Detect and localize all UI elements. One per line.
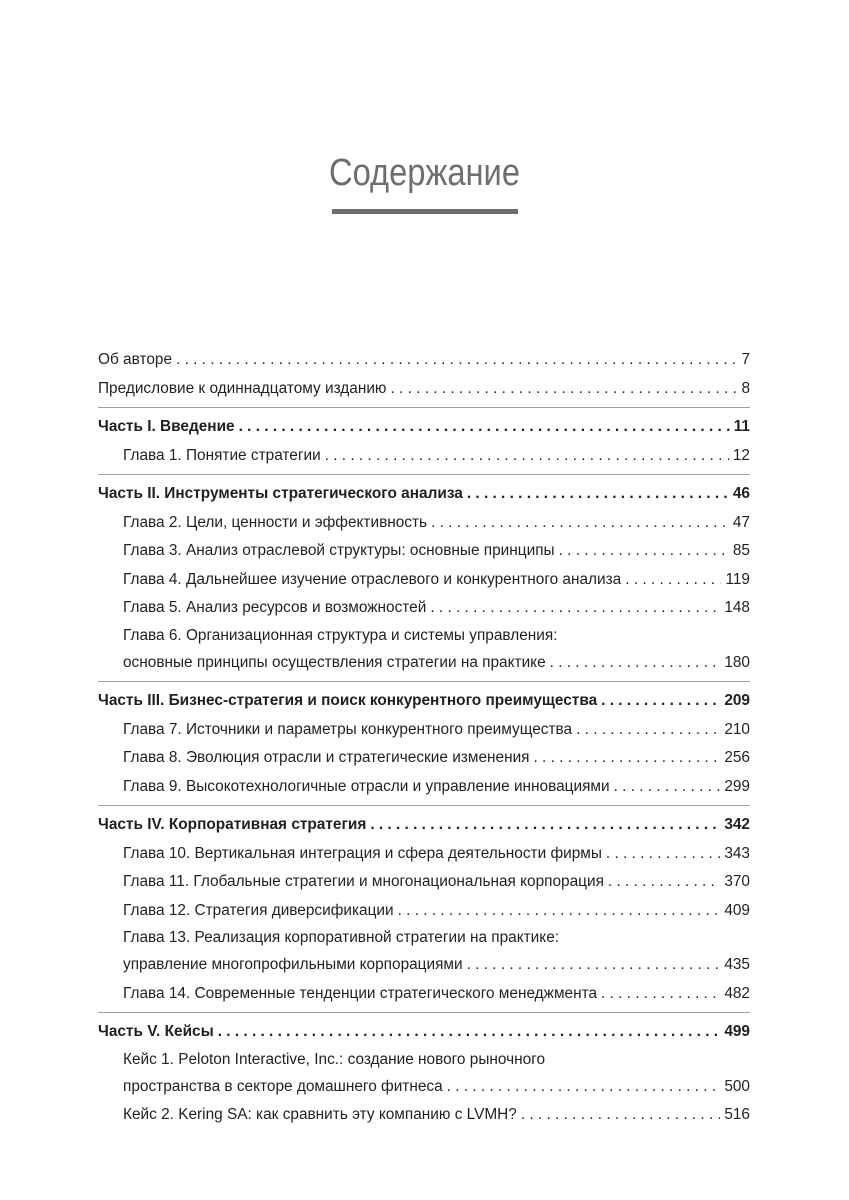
leader-dots bbox=[601, 687, 720, 716]
toc-chapter-label: Кейс 2. Kering SA: как сравнить эту компанию с LVMH? bbox=[123, 1106, 517, 1123]
leader-dots bbox=[534, 744, 721, 773]
toc-chapter-page: 343 bbox=[724, 844, 750, 862]
leader-dots bbox=[370, 811, 720, 840]
toc-chapter-7[interactable] bbox=[98, 716, 750, 745]
toc-chapter-label: основные принципы осуществления стратегии на практике bbox=[123, 653, 546, 671]
toc-chapter-page: 85 bbox=[732, 542, 750, 559]
toc-part-4[interactable] bbox=[98, 811, 750, 840]
toc-chapter-label: управление многопрофильными корпорациями bbox=[123, 956, 463, 973]
toc-chapter-page: 500 bbox=[724, 1077, 750, 1095]
toc-entry-about-author[interactable] bbox=[98, 346, 750, 375]
leader-dots bbox=[601, 980, 720, 1009]
toc-chapter-page: 409 bbox=[724, 901, 750, 919]
toc-part-3[interactable] bbox=[98, 687, 750, 716]
section-divider bbox=[98, 474, 750, 475]
leader-dots bbox=[614, 773, 721, 802]
leader-dots bbox=[447, 1073, 721, 1102]
toc-chapter-label: пространства в секторе домашнего фитнеса bbox=[123, 1077, 443, 1095]
toc-case-1[interactable] bbox=[98, 1047, 750, 1102]
toc-entry-page: 7 bbox=[741, 351, 750, 368]
toc-part-page: 499 bbox=[724, 1023, 750, 1040]
toc-chapter-label: Глава 7. Источники и параметры конкурентного преимущества bbox=[123, 720, 573, 738]
leader-dots bbox=[608, 868, 720, 897]
toc-chapter-6[interactable] bbox=[98, 623, 750, 678]
leader-dots bbox=[430, 594, 720, 623]
table-of-contents bbox=[98, 346, 750, 1130]
toc-chapter-label-line1: Глава 6. Организационная структура и системы управления: bbox=[123, 626, 558, 644]
leader-dots bbox=[467, 951, 721, 980]
toc-chapter-page: 482 bbox=[724, 984, 750, 1002]
toc-chapter-12[interactable] bbox=[98, 897, 750, 926]
leader-dots bbox=[576, 716, 720, 745]
toc-part-1[interactable] bbox=[98, 413, 750, 442]
toc-chapter-label: Глава 8. Эволюция отрасли и стратегические изменения bbox=[123, 749, 530, 766]
toc-chapter-label: Глава 1. Понятие стратегии bbox=[123, 446, 321, 464]
leader-dots bbox=[176, 346, 737, 375]
toc-chapter-page: 210 bbox=[724, 720, 750, 738]
page-title: Содержание bbox=[328, 152, 521, 194]
toc-part-page: 209 bbox=[724, 692, 750, 709]
leader-dots bbox=[550, 649, 721, 678]
section-divider bbox=[98, 1012, 750, 1013]
leader-dots bbox=[559, 537, 729, 566]
toc-chapter-page: 435 bbox=[724, 956, 750, 973]
toc-chapter-label: Глава 12. Стратегия диверсификации bbox=[123, 901, 394, 919]
toc-chapter-label: Глава 4. Дальнейшее изучение отраслевого и конкурентного анализа bbox=[123, 570, 622, 588]
toc-entry-page: 8 bbox=[741, 379, 750, 397]
toc-chapter-9[interactable] bbox=[98, 773, 750, 802]
leader-dots bbox=[606, 840, 720, 869]
toc-chapter-label: Глава 3. Анализ отраслевой структуры: основные принципы bbox=[123, 542, 555, 559]
toc-chapter-5[interactable] bbox=[98, 594, 750, 623]
toc-part-label: Часть III. Бизнес-стратегия и поиск конкурентного преимущества bbox=[98, 692, 598, 709]
toc-chapter-page: 299 bbox=[724, 777, 750, 795]
toc-chapter-page: 119 bbox=[725, 570, 750, 588]
toc-chapter-11[interactable] bbox=[98, 868, 750, 897]
leader-dots bbox=[625, 566, 721, 595]
leader-dots bbox=[218, 1018, 721, 1047]
toc-chapter-label-line1: Кейс 1. Peloton Interactive, Inc.: создание нового рыночного bbox=[123, 1050, 546, 1068]
toc-chapter-4[interactable] bbox=[98, 566, 750, 595]
toc-chapter-label: Глава 9. Высокотехнологичные отрасли и управление инновациями bbox=[123, 777, 610, 795]
toc-part-2[interactable] bbox=[98, 480, 750, 509]
toc-chapter-label: Глава 10. Вертикальная интеграция и сфера деятельности фирмы bbox=[123, 844, 602, 862]
toc-chapter-page: 256 bbox=[724, 749, 750, 766]
leader-dots bbox=[467, 480, 729, 509]
toc-part-page: 342 bbox=[724, 816, 750, 833]
toc-chapter-label: Глава 11. Глобальные стратегии и многонациональная корпорация bbox=[123, 873, 604, 890]
toc-chapter-page: 370 bbox=[724, 873, 750, 890]
section-divider bbox=[98, 407, 750, 408]
toc-part-label: Часть I. Введение bbox=[98, 418, 235, 435]
toc-chapter-label: Глава 14. Современные тенденции стратегического менеджмента bbox=[123, 984, 598, 1002]
toc-entry-label: Об авторе bbox=[98, 351, 173, 368]
toc-chapter-14[interactable] bbox=[98, 980, 750, 1009]
toc-chapter-1[interactable] bbox=[98, 442, 750, 471]
toc-chapter-3[interactable] bbox=[98, 537, 750, 566]
toc-chapter-page: 47 bbox=[732, 513, 750, 531]
leader-dots bbox=[390, 375, 737, 404]
title-underline bbox=[332, 209, 518, 214]
toc-part-page: 46 bbox=[732, 485, 750, 502]
toc-chapter-page: 148 bbox=[724, 599, 750, 616]
toc-chapter-8[interactable] bbox=[98, 744, 750, 773]
toc-chapter-page: 180 bbox=[724, 653, 750, 671]
leader-dots bbox=[521, 1101, 720, 1130]
toc-chapter-13[interactable] bbox=[98, 925, 750, 980]
toc-part-label: Часть II. Инструменты стратегического анализа bbox=[98, 485, 463, 502]
toc-part-page: 11 bbox=[733, 418, 750, 435]
section-divider bbox=[98, 681, 750, 682]
toc-part-label: Часть IV. Корпоративная стратегия bbox=[98, 816, 367, 833]
leader-dots bbox=[239, 413, 730, 442]
toc-case-2[interactable] bbox=[98, 1101, 750, 1130]
toc-chapter-label-line1: Глава 13. Реализация корпоративной стратегии на практике: bbox=[123, 929, 560, 946]
toc-entry-label: Предисловие к одиннадцатому изданию bbox=[98, 379, 387, 397]
leader-dots bbox=[431, 509, 729, 538]
toc-chapter-page: 516 bbox=[724, 1106, 750, 1123]
toc-chapter-label: Глава 2. Цели, ценности и эффективность bbox=[123, 513, 428, 531]
toc-chapter-10[interactable] bbox=[98, 840, 750, 869]
leader-dots bbox=[325, 442, 729, 471]
toc-chapter-page: 12 bbox=[732, 446, 750, 464]
toc-chapter-label: Глава 5. Анализ ресурсов и возможностей bbox=[123, 599, 427, 616]
toc-part-label: Часть V. Кейсы bbox=[98, 1023, 214, 1040]
leader-dots bbox=[398, 897, 721, 926]
toc-part-5[interactable] bbox=[98, 1018, 750, 1047]
toc-entry-preface[interactable] bbox=[98, 375, 750, 404]
toc-chapter-2[interactable] bbox=[98, 509, 750, 538]
section-divider bbox=[98, 805, 750, 806]
